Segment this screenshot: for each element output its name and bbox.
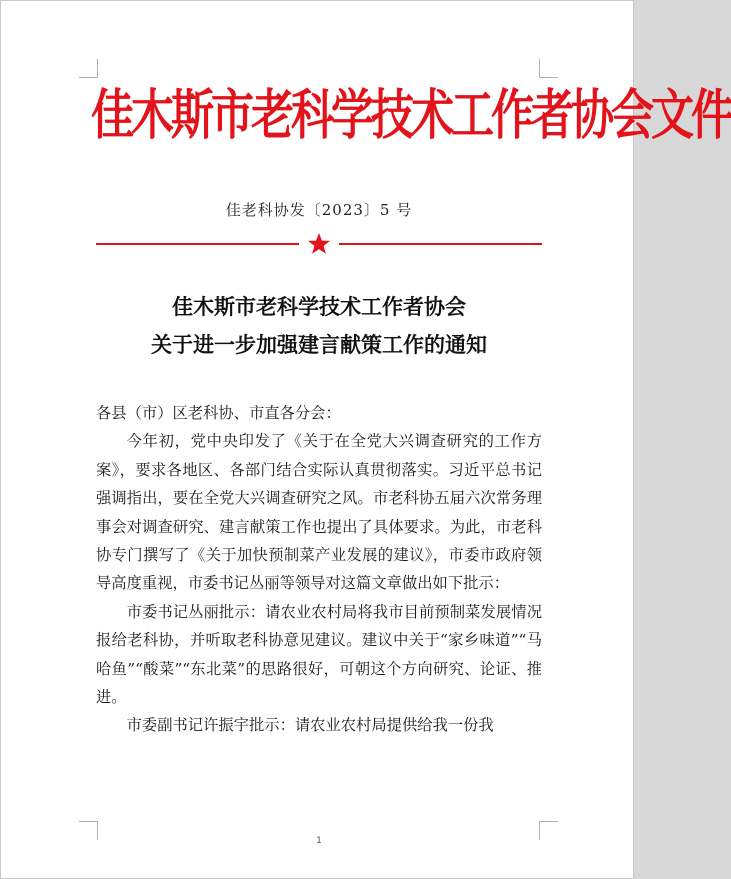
- body-paragraph: 市委副书记许振宇批示：请农业农村局提供给我一份我: [126, 716, 494, 735]
- red-divider-right: [339, 243, 542, 245]
- body-paragraph: 市委书记丛丽批示：请农业农村局将我市目前预制菜发展情况报给老科协，并听取老科协意见建议。建议中关于“家乡味道”“马哈鱼”“酸菜”“东北菜”的思路很好，可朝这个方向研究、论证、推进。: [96, 602, 542, 707]
- red-divider-left: [96, 243, 299, 245]
- page-number: 1: [316, 836, 322, 846]
- document-number: 佳老科协发〔2023〕5 号: [225, 201, 413, 219]
- notice-title-line-1: 佳木斯市老科学技术工作者协会: [172, 294, 466, 319]
- crop-mark-bottom-right: [539, 821, 558, 840]
- crop-mark-bottom-left: [79, 821, 98, 840]
- document-header-title: 佳木斯市老科学技术工作者协会文件: [91, 84, 731, 148]
- body-paragraph: 今年初，党中央印发了《关于在全党大兴调查研究的工作方案》，要求各地区、各部门结合实际认真贯彻落实。习近平总书记强调指出，要在全党大兴调查研究之风。市老科协五届六次常务理事会对调查研究、建言献策工作也提出了具体要求。为此，市老科协专门撰写了《关于加快预制菜产业发展的建议》，市委市政府领导高度重视，市委书记丛丽等领导对这篇文章做出如下批示：: [96, 432, 542, 593]
- star-icon: [307, 232, 331, 256]
- notice-title-line-2: 关于进一步加强建言献策工作的通知: [151, 332, 487, 357]
- salutation: 各县（市）区老科协、市直各分会：: [96, 404, 341, 422]
- notice-body: [96, 399, 542, 740]
